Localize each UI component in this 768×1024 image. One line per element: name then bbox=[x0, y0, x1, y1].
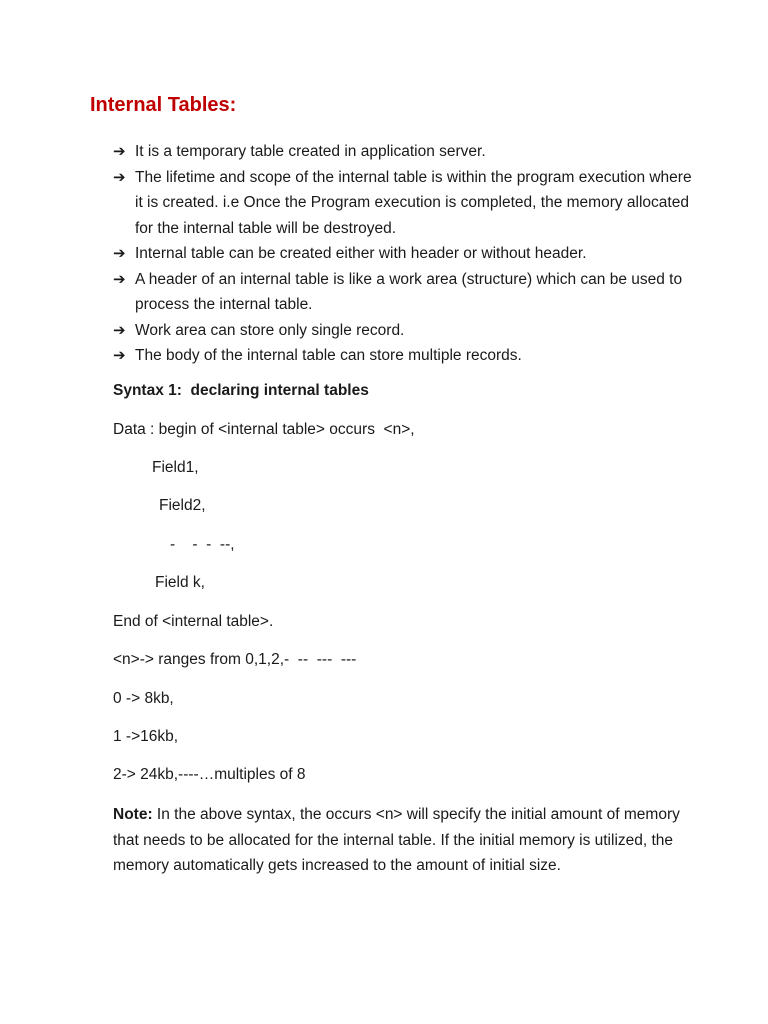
right-arrow-icon: ➔ bbox=[113, 168, 126, 186]
right-arrow-icon: ➔ bbox=[113, 143, 126, 160]
bullet-text: Work area can store only single record. bbox=[135, 321, 405, 339]
code-line-dashes: - - - --, bbox=[170, 536, 235, 553]
code-line-end: End of <internal table>. bbox=[113, 613, 274, 630]
list-item bbox=[113, 241, 693, 267]
code-line-field2: Field2, bbox=[159, 497, 206, 514]
ranges-line: <n>-> ranges from 0,1,2,- -- --- --- bbox=[113, 651, 357, 668]
list-item bbox=[113, 318, 693, 344]
note-text: In the above syntax, the occurs <n> will specify the initial amount of memory that needs to be allocated for the internal table. If the initial memory is utilized, the memory automatically gets increased to the amount of initial size. bbox=[113, 806, 680, 874]
note-paragraph bbox=[113, 802, 688, 879]
bullet-text: Internal table can be created either with header or without header. bbox=[135, 245, 587, 262]
right-arrow-icon: ➔ bbox=[113, 321, 126, 339]
bullet-text: A header of an internal table is like a work area (structure) which can be used to process the internal table. bbox=[135, 270, 683, 313]
bullet-text: The body of the internal table can store multiple records. bbox=[135, 347, 522, 364]
range-0: 0 -> 8kb, bbox=[113, 690, 174, 707]
right-arrow-icon: ➔ bbox=[113, 347, 126, 364]
bullet-text: It is a temporary table created in application server. bbox=[135, 143, 486, 160]
bullet-text: The lifetime and scope of the internal table is within the program execution where it is created. i.e Once the Program execution is completed, the memory allocated for the internal table will be destroyed. bbox=[135, 168, 692, 237]
list-item bbox=[113, 267, 693, 318]
code-line-fieldk: Field k, bbox=[155, 574, 205, 591]
bullet-list bbox=[113, 139, 693, 369]
range-1: 1 ->16kb, bbox=[113, 728, 179, 745]
page-title: Internal Tables: bbox=[90, 94, 237, 116]
right-arrow-icon: ➔ bbox=[113, 270, 126, 288]
right-arrow-icon: ➔ bbox=[113, 245, 126, 262]
list-item bbox=[113, 139, 693, 165]
code-line-field1: Field1, bbox=[152, 459, 199, 476]
list-item bbox=[113, 165, 693, 242]
list-item bbox=[113, 343, 693, 369]
note-label: Note: bbox=[113, 806, 153, 823]
syntax-heading: Syntax 1: declaring internal tables bbox=[113, 382, 369, 399]
range-2: 2-> 24kb,----…multiples of 8 bbox=[113, 766, 306, 783]
code-line-data: Data : begin of <internal table> occurs <n>, bbox=[113, 421, 415, 438]
